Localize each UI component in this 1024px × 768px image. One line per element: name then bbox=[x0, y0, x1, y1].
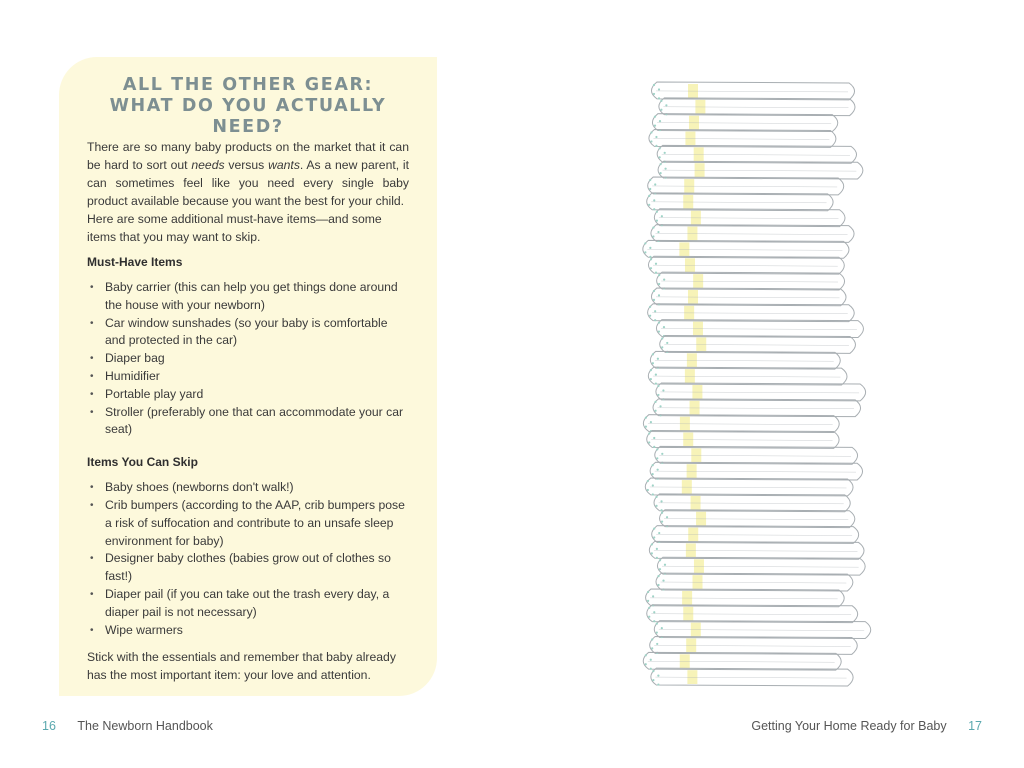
diaper-dot bbox=[661, 215, 663, 217]
intro-text-3: . As a new parent, it can sometimes feel like you need every single baby product available because you want the best for your child. bbox=[87, 158, 410, 208]
diaper bbox=[652, 526, 859, 544]
diaper-dot bbox=[664, 152, 666, 154]
bullet: • bbox=[90, 353, 94, 365]
footer-right bbox=[751, 719, 982, 733]
diaper-dot bbox=[659, 568, 661, 570]
skip-list bbox=[87, 479, 409, 639]
diaper-fold-line bbox=[659, 630, 864, 631]
diaper bbox=[651, 225, 854, 243]
diaper-dot bbox=[649, 247, 651, 249]
diaper bbox=[650, 636, 858, 654]
diaper-dot bbox=[645, 663, 647, 665]
diaper-dot bbox=[659, 120, 661, 122]
diaper-dot bbox=[652, 484, 654, 486]
diaper-dot bbox=[652, 226, 654, 228]
diaper-dot bbox=[654, 310, 656, 312]
diaper-fold-line bbox=[652, 186, 837, 187]
diaper bbox=[649, 130, 836, 148]
diaper-dot bbox=[657, 469, 659, 471]
bullet: • bbox=[90, 406, 94, 418]
diaper-dot bbox=[656, 548, 658, 550]
diaper-fold-line bbox=[662, 566, 859, 567]
diaper-fold-line bbox=[650, 598, 838, 599]
diaper-dot bbox=[654, 116, 656, 118]
diaper-fold-line bbox=[654, 645, 851, 646]
diaper-dot bbox=[658, 88, 660, 90]
diaper-dot bbox=[657, 584, 659, 586]
bullet: • bbox=[90, 282, 94, 293]
diaper-dot bbox=[655, 496, 657, 498]
list-item bbox=[87, 497, 409, 550]
diaper-fold-line bbox=[651, 202, 826, 203]
diaper-dot bbox=[666, 516, 668, 518]
diaper-fold-line bbox=[653, 138, 829, 139]
diaper-fold-line bbox=[653, 265, 838, 266]
diaper bbox=[643, 415, 839, 433]
diaper bbox=[643, 652, 841, 670]
diaper-dot bbox=[653, 437, 655, 439]
diaper bbox=[653, 399, 861, 417]
diaper-fold-line bbox=[659, 218, 839, 219]
diaper-dot bbox=[650, 659, 652, 661]
diaper-dot bbox=[661, 521, 663, 523]
diaper-dot bbox=[666, 342, 668, 344]
diaper-dot bbox=[659, 172, 661, 174]
diaper-dot bbox=[662, 389, 664, 391]
diaper-dot bbox=[652, 679, 654, 681]
diaper-dot bbox=[653, 208, 655, 210]
diaper bbox=[647, 193, 833, 211]
diaper-dot bbox=[654, 183, 656, 185]
diaper-fold-line bbox=[655, 234, 847, 235]
diaper-dot bbox=[653, 527, 655, 529]
diaper bbox=[648, 177, 844, 195]
diaper-fold-line bbox=[661, 329, 857, 330]
diaper bbox=[651, 82, 854, 100]
diaper-dot bbox=[658, 283, 660, 285]
diaper-dot bbox=[654, 410, 656, 412]
diaper-dot bbox=[661, 346, 663, 348]
diaper-dot bbox=[650, 378, 652, 380]
diaper-dot bbox=[664, 564, 666, 566]
sidebar-title bbox=[87, 75, 409, 138]
list-item bbox=[87, 586, 409, 622]
diaper-dot bbox=[657, 394, 659, 396]
diaper-dot bbox=[657, 231, 659, 233]
list-item bbox=[87, 550, 409, 586]
diaper-dot bbox=[647, 480, 649, 482]
list-item bbox=[87, 479, 409, 497]
diaper-dot bbox=[650, 668, 652, 670]
diaper-dot bbox=[653, 536, 655, 538]
diaper-dot bbox=[647, 600, 649, 602]
list-item-text: Car window sunshades (so your baby is comfortable and protected in the car) bbox=[105, 315, 388, 348]
diaper bbox=[656, 573, 853, 591]
diaper bbox=[643, 240, 849, 258]
diaper-dot bbox=[653, 93, 655, 95]
diaper-dot bbox=[644, 242, 646, 244]
intro-paragraph bbox=[87, 138, 409, 210]
sidebar-title-line1: ALL THE OTHER GEAR: bbox=[122, 75, 374, 95]
must-have-list bbox=[87, 279, 409, 439]
intro-wants: wants bbox=[268, 158, 300, 172]
diaper bbox=[651, 288, 846, 306]
bullet: • bbox=[90, 388, 94, 400]
left-page-number: 16 bbox=[42, 719, 56, 733]
diaper-fold-line bbox=[648, 661, 835, 662]
diaper-dot bbox=[656, 623, 658, 625]
diaper-dot bbox=[649, 188, 651, 190]
diaper-dot bbox=[651, 638, 653, 640]
diaper-dot bbox=[645, 426, 647, 428]
list-item-text: Baby shoes (newborns don't walk!) bbox=[105, 480, 294, 495]
diaper bbox=[657, 145, 856, 163]
diaper-dot bbox=[648, 432, 650, 434]
diaper-dot bbox=[647, 591, 649, 593]
diaper-dot bbox=[659, 559, 661, 561]
diaper-dot bbox=[648, 441, 650, 443]
diaper bbox=[660, 510, 855, 528]
sidebar-box bbox=[59, 57, 437, 696]
diaper-dot bbox=[653, 290, 655, 292]
diaper-fold-line bbox=[656, 535, 852, 536]
diaper-dot bbox=[649, 179, 651, 181]
diaper-dot bbox=[664, 168, 666, 170]
diaper-dot bbox=[652, 362, 654, 364]
diaper-dot bbox=[650, 267, 652, 269]
diaper-dot bbox=[657, 575, 659, 577]
diaper-dot bbox=[654, 125, 656, 127]
diaper-dot bbox=[660, 509, 662, 511]
diaper-dot bbox=[660, 109, 662, 111]
diaper-dot bbox=[653, 299, 655, 301]
diaper-dot bbox=[650, 131, 652, 133]
closing-paragraph: Stick with the essentials and remember that baby already has the most important item: your love and attention. bbox=[87, 650, 396, 683]
list-item-text: Baby carrier (this can help you get things done around the house with your newborn) bbox=[105, 280, 398, 312]
left-running-title: The Newborn Handbook bbox=[77, 719, 213, 733]
diaper-dot bbox=[649, 306, 651, 308]
diaper-dot bbox=[661, 627, 663, 629]
diaper-dot bbox=[651, 647, 653, 649]
diaper-dot bbox=[650, 421, 652, 423]
diaper-dot bbox=[655, 263, 657, 265]
diaper-dot bbox=[653, 199, 655, 201]
diaper-dot bbox=[658, 532, 660, 534]
diaper-dot bbox=[652, 670, 654, 672]
diaper-dot bbox=[653, 446, 655, 448]
diaper-dot bbox=[656, 211, 658, 213]
diaper-stack-illustration bbox=[630, 72, 910, 702]
list-item-text: Diaper bag bbox=[105, 351, 165, 366]
diaper-fold-line bbox=[655, 471, 856, 472]
diaper-fold-line bbox=[662, 154, 850, 155]
skip-heading: Items You Can Skip bbox=[87, 455, 198, 470]
diaper bbox=[646, 589, 845, 607]
diaper-dot bbox=[647, 489, 649, 491]
diaper-dot bbox=[648, 607, 650, 609]
list-item-text: Crib bumpers (according to the AAP, crib bumpers pose a risk of suffocation and contribute to an unsafe sleep environment for baby) bbox=[105, 497, 405, 548]
diaper-dot bbox=[658, 322, 660, 324]
sidebar-content bbox=[87, 75, 409, 684]
list-item-text: Stroller (preferably one that can accommodate your car seat) bbox=[105, 404, 404, 437]
diaper-dot bbox=[659, 405, 661, 407]
diaper bbox=[659, 98, 855, 116]
diaper bbox=[657, 272, 845, 290]
diaper bbox=[658, 161, 863, 179]
diaper-dot bbox=[651, 552, 653, 554]
diaper-dot bbox=[659, 163, 661, 165]
diaper-dot bbox=[644, 251, 646, 253]
diaper-dot bbox=[654, 319, 656, 321]
diaper bbox=[650, 462, 862, 480]
diaper-fold-line bbox=[654, 550, 858, 551]
diaper-dot bbox=[652, 464, 654, 466]
diaper-dot bbox=[657, 675, 659, 677]
diaper bbox=[652, 114, 837, 132]
list-item-text: Wipe warmers bbox=[105, 622, 183, 637]
diaper-dot bbox=[655, 505, 657, 507]
diaper-dot bbox=[659, 156, 661, 158]
list-item bbox=[87, 622, 409, 640]
diaper-dot bbox=[656, 631, 658, 633]
bullet: • bbox=[90, 499, 94, 511]
diaper-dot bbox=[653, 620, 655, 622]
diaper-fold-line bbox=[656, 297, 840, 298]
diaper-dot bbox=[658, 274, 660, 276]
diaper-dot bbox=[653, 84, 655, 86]
diaper bbox=[654, 209, 845, 227]
diaper bbox=[651, 668, 853, 686]
right-page-number: 17 bbox=[968, 719, 982, 733]
diaper-dot bbox=[658, 330, 660, 332]
diaper-dot bbox=[650, 140, 652, 142]
bullet: • bbox=[90, 482, 94, 494]
diaper-dot bbox=[649, 256, 651, 258]
intro-text-2: versus bbox=[224, 158, 269, 172]
diaper-dot bbox=[654, 401, 656, 403]
diaper bbox=[656, 320, 863, 338]
diaper-fold-line bbox=[661, 582, 847, 583]
additional-items-paragraph: Here are some additional must-have items—and some items that you may want to skip. bbox=[87, 212, 382, 244]
diaper-stack-svg bbox=[630, 72, 910, 702]
diaper-dot bbox=[657, 358, 659, 360]
diaper bbox=[649, 541, 864, 559]
diaper bbox=[654, 494, 850, 512]
intro-needs: needs bbox=[191, 158, 225, 172]
diaper-dot bbox=[650, 258, 652, 260]
list-item bbox=[87, 404, 409, 440]
diaper-fold-line bbox=[664, 344, 849, 345]
diaper-dot bbox=[660, 500, 662, 502]
diaper bbox=[645, 478, 853, 496]
diaper-dot bbox=[665, 104, 667, 106]
diaper-dot bbox=[648, 616, 650, 618]
bullet: • bbox=[90, 588, 94, 600]
diaper-dot bbox=[656, 220, 658, 222]
diaper-fold-line bbox=[657, 123, 831, 124]
diaper bbox=[656, 383, 866, 401]
list-item-text: Designer baby clothes (babies grow out of clothes so fast!) bbox=[105, 551, 391, 584]
diaper-dot bbox=[652, 473, 654, 475]
diaper-dot bbox=[656, 457, 658, 459]
diaper-dot bbox=[655, 272, 657, 274]
diaper-dot bbox=[655, 382, 657, 384]
diaper-dot bbox=[651, 543, 653, 545]
diaper-dot bbox=[658, 294, 660, 296]
list-item-text: Portable play yard bbox=[105, 386, 204, 401]
diaper bbox=[657, 557, 865, 575]
diaper-dot bbox=[656, 643, 658, 645]
intro-text-1: There are so many baby products on the market that it can be hard to sort out bbox=[87, 140, 409, 172]
bullet: • bbox=[90, 624, 94, 636]
diaper-fold-line bbox=[648, 424, 833, 425]
diaper-dot bbox=[661, 453, 663, 455]
diaper-dot bbox=[655, 145, 657, 147]
diaper-dot bbox=[661, 337, 663, 339]
bullet: • bbox=[90, 317, 94, 329]
diaper-dot bbox=[649, 315, 651, 317]
diaper-fold-line bbox=[655, 677, 846, 678]
diaper-dot bbox=[655, 136, 657, 138]
diaper-dot bbox=[657, 385, 659, 387]
list-item bbox=[87, 368, 409, 386]
diaper-fold-line bbox=[651, 439, 832, 440]
diaper-dot bbox=[656, 448, 658, 450]
diaper-dot bbox=[657, 683, 659, 685]
list-item bbox=[87, 279, 409, 315]
sidebar-title-line2: WHAT DO YOU ACTUALLY NEED? bbox=[109, 96, 387, 137]
diaper bbox=[655, 446, 858, 464]
diaper-fold-line bbox=[661, 281, 838, 282]
right-running-title: Getting Your Home Ready for Baby bbox=[751, 719, 947, 733]
diaper-dot bbox=[660, 100, 662, 102]
diaper bbox=[648, 367, 847, 385]
list-item-text: Humidifier bbox=[105, 368, 160, 383]
diaper-dot bbox=[645, 654, 647, 656]
diaper-dot bbox=[655, 374, 657, 376]
diaper-fold-line bbox=[664, 519, 848, 520]
diaper-fold-line bbox=[660, 392, 859, 393]
must-have-heading: Must-Have Items bbox=[87, 255, 183, 269]
diaper bbox=[648, 256, 844, 274]
list-item-text: Diaper pail (if you can take out the trash every day, a diaper pail is not necessary) bbox=[105, 586, 390, 619]
diaper-dot bbox=[653, 611, 655, 613]
diaper-dot bbox=[658, 97, 660, 99]
footer-left bbox=[42, 719, 213, 733]
list-item bbox=[87, 386, 409, 404]
list-item bbox=[87, 315, 409, 351]
diaper-dot bbox=[652, 353, 654, 355]
diaper-dot bbox=[659, 147, 661, 149]
diaper-dot bbox=[661, 512, 663, 514]
diaper bbox=[648, 304, 855, 322]
diaper-dot bbox=[648, 195, 650, 197]
diaper-dot bbox=[645, 417, 647, 419]
diaper-fold-line bbox=[651, 614, 851, 615]
diaper bbox=[660, 335, 856, 353]
diaper bbox=[650, 351, 840, 369]
diaper-dot bbox=[648, 204, 650, 206]
diaper-dot bbox=[652, 493, 654, 495]
diaper bbox=[647, 605, 858, 623]
diaper-dot bbox=[663, 278, 665, 280]
diaper-dot bbox=[662, 579, 664, 581]
diaper-fold-line bbox=[659, 455, 851, 456]
diaper-dot bbox=[656, 557, 658, 559]
diaper-fold-line bbox=[663, 170, 857, 171]
diaper bbox=[647, 431, 839, 449]
list-item bbox=[87, 350, 409, 368]
diaper-dot bbox=[663, 326, 665, 328]
bullet: • bbox=[90, 370, 94, 382]
diaper-fold-line bbox=[655, 360, 834, 361]
diaper-fold-line bbox=[652, 313, 848, 314]
diaper-fold-line bbox=[663, 107, 848, 108]
diaper-fold-line bbox=[647, 249, 842, 250]
diaper-fold-line bbox=[659, 503, 844, 504]
diaper-dot bbox=[652, 235, 654, 237]
bullet: • bbox=[90, 553, 94, 565]
diaper-dot bbox=[652, 595, 654, 597]
diaper-fold-line bbox=[656, 91, 848, 92]
diaper bbox=[654, 621, 870, 639]
diaper-fold-line bbox=[658, 408, 854, 409]
diaper-fold-line bbox=[650, 487, 847, 488]
diaper-dot bbox=[650, 369, 652, 371]
diaper-fold-line bbox=[653, 376, 841, 377]
